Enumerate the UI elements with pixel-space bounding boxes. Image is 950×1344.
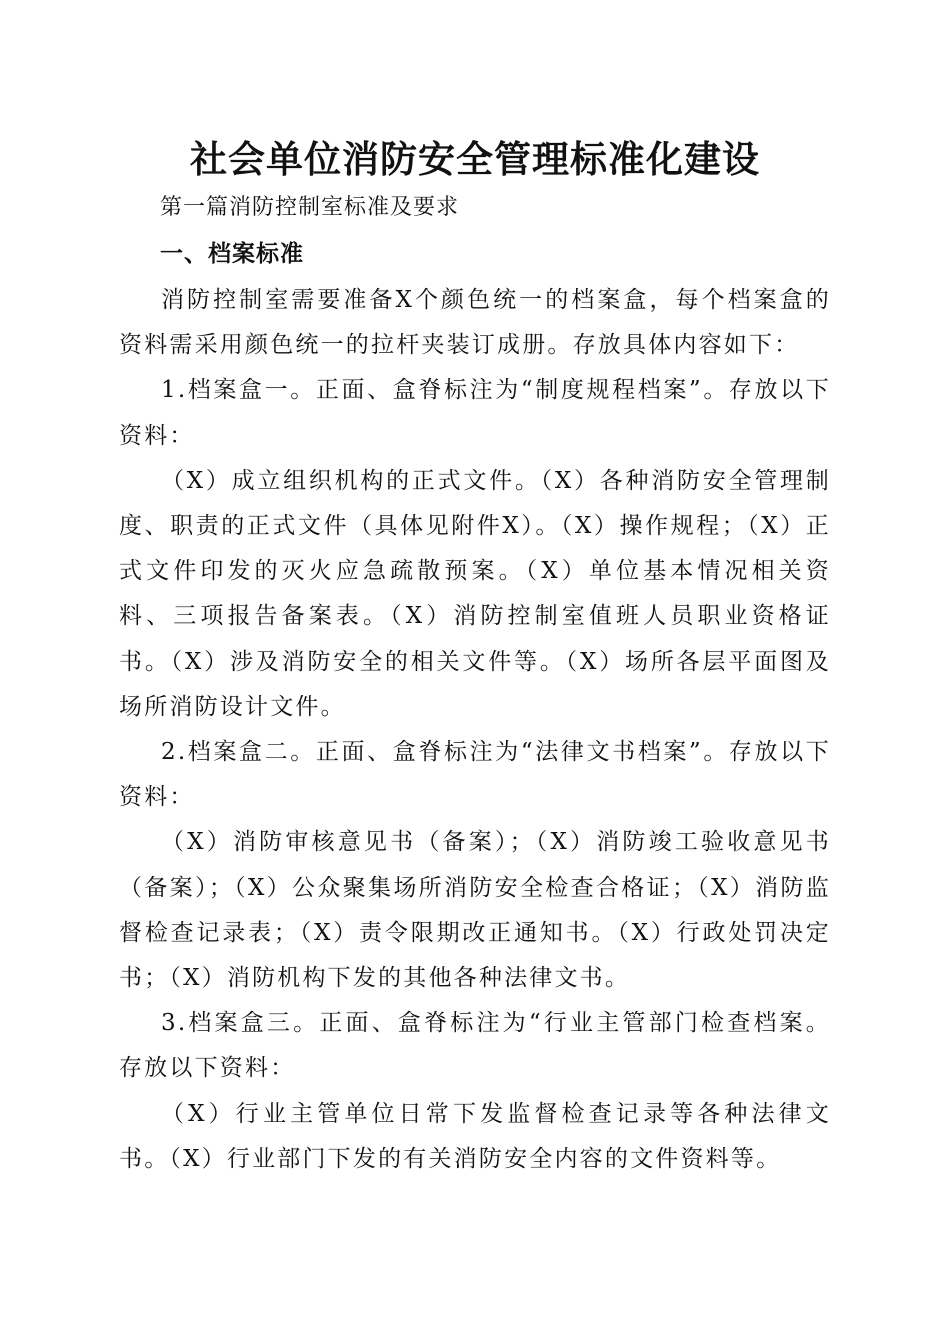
paragraph-box-one: 1.档案盒一。正面、盒脊标注为“制度规程档案”。存放以下资料： [119, 377, 831, 449]
document-title: 社会单位消防安全管理标准化建设 [190, 137, 760, 181]
paragraph-intro: 消防控制室需要准备X个颜色统一的档案盒，每个档案盒的资料需采用颜色统一的拉杆夹装订成册。存放具体内容如下： [119, 287, 831, 359]
section-heading: 一、档案标准 [160, 241, 304, 267]
document-subtitle: 第一篇消防控制室标准及要求 [160, 195, 460, 220]
document-body [119, 278, 831, 1182]
paragraph-box-one-contents: （X）成立组织机构的正式文件。（X）各种消防安全管理制度、职责的正式文件（具体见附件X）。（X）操作规程；（X）正式文件印发的灭火应急疏散预案。（X）单位基本情况相关资料、三项报告备案表。（X）消防控制室值班人员职业资格证书。（X）涉及消防安全的相关文件等。（X）场所各层平面图及场所消防设计文件。 [119, 467, 831, 720]
paragraph-box-two: 2.档案盒二。正面、盒脊标注为“法律文书档案”。存放以下资料： [119, 739, 831, 811]
paragraph-box-three: 3.档案盒三。正面、盒脊标注为“行业主管部门检查档案。存放以下资料： [119, 1010, 831, 1082]
paragraph-box-three-contents: （X）行业主管单位日常下发监督检查记录等各种法律文书。（X）行业部门下发的有关消防安全内容的文件资料等。 [119, 1100, 831, 1172]
paragraph-box-two-contents: （X）消防审核意见书（备案）；（X）消防竣工验收意见书（备案）；（X）公众聚集场所消防安全检查合格证；（X）消防监督检查记录表；（X）责令限期改正通知书。（X）行政处罚决定书；（X）消防机构下发的其他各种法律文书。 [119, 829, 831, 992]
